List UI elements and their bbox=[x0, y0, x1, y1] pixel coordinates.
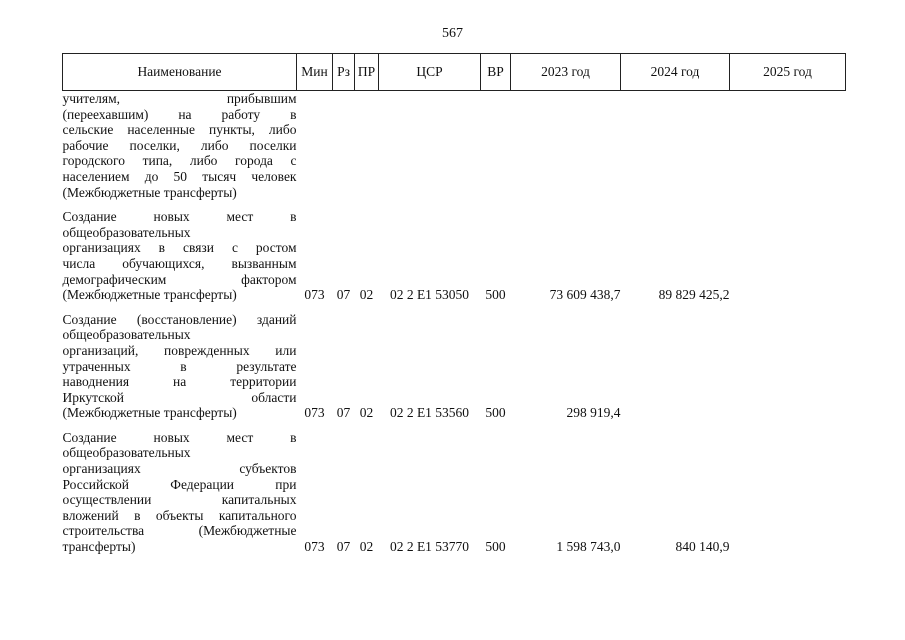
row-separator bbox=[63, 421, 846, 430]
name-line: осуществлении капитальных bbox=[62, 492, 297, 508]
cell-2024: 89 829 425,2 bbox=[658, 287, 730, 303]
cell-vr: 500 bbox=[485, 405, 506, 421]
name-line: населением до 50 тысяч человек bbox=[62, 168, 297, 184]
cell-2024 bbox=[621, 91, 730, 201]
name-line: Иркутской области bbox=[62, 389, 297, 405]
row-separator bbox=[63, 200, 846, 209]
name-line: организациях субъектов bbox=[62, 461, 297, 477]
name-line: утраченных в результате bbox=[62, 358, 297, 374]
page-number: 567 bbox=[442, 26, 463, 41]
cell-min: 073 bbox=[304, 287, 325, 303]
table-body bbox=[63, 91, 846, 555]
header-2024: 2024 год bbox=[621, 54, 730, 91]
name-line: рабочие поселки, либо поселки bbox=[62, 137, 297, 153]
name-line: числа обучающихся, вызванным bbox=[62, 255, 297, 271]
cell-vr: 500 bbox=[485, 539, 506, 555]
cell-min: 073 bbox=[304, 539, 325, 555]
table-row bbox=[63, 209, 846, 303]
cell-csr: 02 2 E1 53050 bbox=[389, 287, 470, 303]
name-line: (Межбюджетные трансферты) bbox=[62, 184, 237, 200]
table-row bbox=[63, 430, 846, 555]
cell-2024: 840 140,9 bbox=[675, 539, 730, 555]
cell-rz: 07 bbox=[336, 287, 351, 303]
cell-rz bbox=[333, 91, 355, 201]
cell-csr: 02 2 E1 53560 bbox=[389, 405, 470, 421]
header-rz: Рз bbox=[333, 54, 355, 91]
cell-2023: 1 598 743,0 bbox=[556, 539, 621, 555]
header-min: Мин bbox=[297, 54, 333, 91]
name-line: общеобразовательных bbox=[62, 224, 191, 240]
table-header-row bbox=[63, 54, 846, 91]
row-separator bbox=[63, 303, 846, 312]
row-separator-cell bbox=[63, 421, 846, 430]
name-line: Создание (восстановление) зданий bbox=[62, 311, 297, 327]
cell-2023: 73 609 438,7 bbox=[549, 287, 621, 303]
name-line: Создание новых мест в bbox=[62, 429, 297, 445]
cell-vr: 500 bbox=[485, 287, 506, 303]
cell-rz: 07 bbox=[336, 405, 351, 421]
name-line: Российской Федерации при bbox=[62, 476, 297, 492]
cell-2023: 298 919,4 bbox=[566, 405, 621, 421]
name-line: общеобразовательных bbox=[62, 327, 191, 343]
name-line: городского типа, либо города с bbox=[62, 153, 297, 169]
name-line: (переехавшим) на работу в bbox=[62, 106, 297, 122]
name-line: строительства (Межбюджетные bbox=[62, 523, 297, 539]
cell-name bbox=[63, 209, 297, 303]
name-line: учителям, прибывшим bbox=[62, 91, 297, 106]
header-2025: 2025 год bbox=[730, 54, 846, 91]
cell-2025 bbox=[730, 209, 846, 303]
header-csr: ЦСР bbox=[379, 54, 481, 91]
table-row bbox=[63, 312, 846, 421]
header-2023: 2023 год bbox=[511, 54, 621, 91]
cell-2023 bbox=[511, 91, 621, 201]
name-line: Создание новых мест в bbox=[62, 209, 297, 225]
header-vr: ВР bbox=[481, 54, 511, 91]
table-row bbox=[63, 91, 846, 201]
cell-pr bbox=[355, 91, 379, 201]
cell-pr: 02 bbox=[359, 405, 374, 421]
cell-rz: 07 bbox=[336, 539, 351, 555]
header-pr: ПР bbox=[355, 54, 379, 91]
cell-csr bbox=[379, 91, 481, 201]
header-name: Наименование bbox=[63, 54, 297, 91]
name-line: сельские населенные пункты, либо bbox=[62, 122, 297, 138]
cell-2025 bbox=[730, 91, 846, 201]
name-line: общеобразовательных bbox=[62, 445, 191, 461]
cell-min bbox=[297, 91, 333, 201]
name-line: (Межбюджетные трансферты) bbox=[62, 405, 237, 421]
cell-csr: 02 2 E1 53770 bbox=[389, 539, 470, 555]
name-line: (Межбюджетные трансферты) bbox=[62, 287, 237, 303]
row-separator-cell bbox=[63, 200, 846, 209]
cell-2024 bbox=[621, 312, 730, 421]
row-separator-cell bbox=[63, 303, 846, 312]
name-line: организациях в связи с ростом bbox=[62, 240, 297, 256]
cell-min: 073 bbox=[304, 405, 325, 421]
budget-table bbox=[62, 53, 846, 555]
name-line: демографическим фактором bbox=[62, 271, 297, 287]
cell-pr: 02 bbox=[359, 287, 374, 303]
cell-name bbox=[63, 91, 297, 201]
cell-2025 bbox=[730, 430, 846, 555]
cell-name bbox=[63, 312, 297, 421]
cell-2025 bbox=[730, 312, 846, 421]
name-line: трансферты) bbox=[62, 539, 136, 555]
cell-pr: 02 bbox=[359, 539, 374, 555]
cell-vr bbox=[481, 91, 511, 201]
name-line: вложений в объекты капитального bbox=[62, 507, 297, 523]
cell-name bbox=[63, 430, 297, 555]
name-line: организаций, поврежденных или bbox=[62, 342, 297, 358]
name-line: наводнения на территории bbox=[62, 374, 297, 390]
